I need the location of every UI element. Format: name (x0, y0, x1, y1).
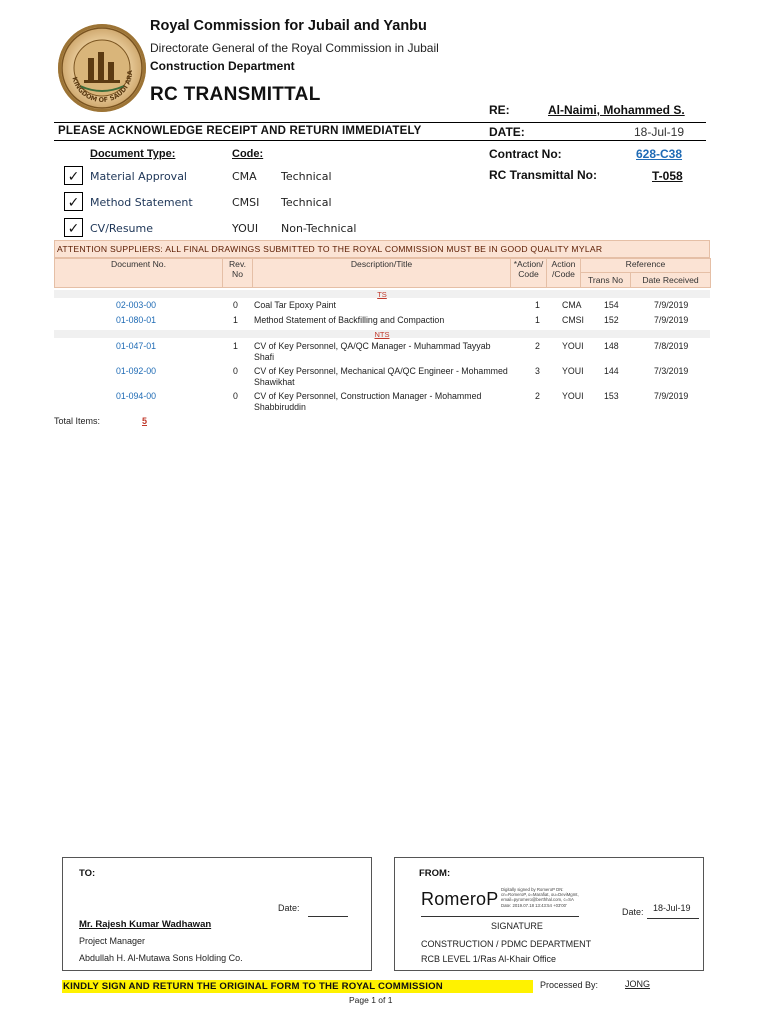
processed-by-label: Processed By: (540, 980, 599, 990)
processed-by-value: JONG (625, 979, 651, 989)
attention-banner: ATTENTION SUPPLIERS: ALL FINAL DRAWINGS SUBMITTED TO THE ROYAL COMMISSION MUST BE IN GOOD QUALITY MYLAR (54, 240, 710, 258)
rev-number: 1 (233, 341, 238, 351)
document-number-link[interactable]: 02-003-00 (115, 300, 157, 310)
document-number-link[interactable]: 01-094-00 (115, 391, 157, 401)
cv-resume-checkbox[interactable]: ✓ (64, 218, 83, 237)
document-number-link[interactable]: 01-092-00 (115, 366, 157, 376)
digital-signature-details: Digitally signed by RomeroP DN: cn=RomeroP, o=Marafiat, ou=DeviMgmt, email=pyromero@berthhal.com, c=SA Date: 2019.07.18 13:43:54 +03'00' (501, 887, 579, 908)
recipient-company: Abdullah H. Al-Mutawa Sons Holding Co. (79, 953, 243, 963)
action-code: 2 (535, 341, 540, 351)
document-number-link[interactable]: 01-080-01 (115, 315, 157, 325)
from-office: RCB LEVEL 1/Ras Al-Khair Office (421, 954, 557, 964)
page-number: Page 1 of 1 (349, 995, 393, 1005)
document-title: RC TRANSMITTAL (150, 84, 321, 105)
description: CV of Key Personnel, Construction Manager - Mohammed Shabbiruddin (254, 391, 482, 412)
trans-no: 148 (604, 341, 619, 351)
trans-no: 152 (604, 315, 619, 325)
rc-transmittal-label: RC Transmittal No: (489, 168, 598, 182)
rc-transmittal-number: T-058 (652, 169, 683, 183)
from-date-value: 18-Jul-19 (653, 903, 691, 913)
trans-no: 144 (604, 366, 619, 376)
col-header-description: Description/Title (253, 259, 511, 288)
doc-type-category: Non-Technical (281, 222, 357, 235)
doc-type-code: CMA (232, 170, 257, 183)
re-value: Al-Naimi, Mohammed S. (548, 103, 685, 117)
action-subcode: YOUI (562, 391, 584, 401)
group-label-ts: TS (54, 290, 710, 298)
logo-text: KINGDOM OF SAUDI ARA (70, 70, 135, 105)
col-header-reference: Reference (581, 259, 711, 273)
document-number-link[interactable]: 01-047-01 (115, 341, 157, 351)
action-subcode: CMA (562, 300, 582, 310)
document-type-header: Document Type: (90, 148, 176, 160)
date-received: 7/8/2019 (654, 341, 689, 351)
description: Method Statement of Backfilling and Compaction (254, 315, 445, 325)
from-box (394, 857, 704, 971)
to-date-label: Date: (278, 903, 300, 913)
to-date-line (308, 916, 348, 917)
department-name: Construction Department (150, 59, 295, 73)
material-approval-checkbox[interactable]: ✓ (64, 166, 83, 185)
rev-number: 0 (233, 300, 238, 310)
acknowledge-notice: PLEASE ACKNOWLEDGE RECEIPT AND RETURN IMMEDIATELY (58, 125, 422, 137)
action-code: 3 (535, 366, 540, 376)
trans-no: 153 (604, 391, 619, 401)
col-header-date-received: Date Received (631, 273, 711, 288)
rev-number: 1 (233, 315, 238, 325)
recipient-title: Project Manager (79, 936, 146, 946)
royal-commission-logo (58, 24, 146, 112)
from-date-label: Date: (622, 907, 644, 917)
date-received: 7/9/2019 (654, 300, 689, 310)
total-items-label: Total Items: (54, 416, 101, 426)
action-code: 1 (535, 315, 540, 325)
signature-line (421, 916, 579, 917)
org-title: Royal Commission for Jubail and Yanbu (150, 18, 427, 34)
signature-name: RomeroP (421, 889, 499, 909)
transmittal-table-header (54, 258, 711, 288)
sign-and-return-notice: KINDLY SIGN AND RETURN THE ORIGINAL FORM TO THE ROYAL COMMISSION (62, 980, 533, 993)
date-received: 7/9/2019 (654, 391, 689, 401)
total-items-value: 5 (142, 416, 148, 426)
code-header: Code: (232, 148, 264, 160)
from-label: FROM: (419, 868, 451, 879)
signature-label: SIGNATURE (491, 921, 543, 931)
from-date-line (647, 918, 699, 919)
doc-type-name: Method Statement (90, 196, 193, 209)
doc-type-code: CMSI (232, 196, 260, 209)
doc-type-code: YOUI (232, 222, 259, 235)
doc-type-name: Material Approval (90, 170, 187, 183)
action-subcode: YOUI (562, 366, 584, 376)
description: CV of Key Personnel, Mechanical QA/QC Engineer - Mohammed Shawikhat (254, 366, 508, 387)
contract-number-link[interactable]: 628-C38 (636, 147, 683, 161)
date-received: 7/3/2019 (654, 366, 689, 376)
to-box (62, 857, 372, 971)
method-statement-checkbox[interactable]: ✓ (64, 192, 83, 211)
doc-type-category: Technical (281, 196, 332, 209)
divider-bottom (54, 140, 706, 141)
col-header-trans-no: Trans No (581, 273, 631, 288)
col-header-document-no: Document No. (55, 259, 223, 288)
rev-number: 0 (233, 391, 238, 401)
description: CV of Key Personnel, QA/QC Manager - Muhammad Tayyab Shafi (254, 341, 491, 362)
org-subtitle: Directorate General of the Royal Commission in Jubail (150, 41, 439, 55)
col-header-rev: Rev. No (223, 259, 253, 288)
divider-top (54, 122, 706, 123)
action-code: 1 (535, 300, 540, 310)
date-value: 18-Jul-19 (633, 125, 684, 139)
action-subcode: CMSI (562, 315, 584, 325)
recipient-name: Mr. Rajesh Kumar Wadhawan (79, 919, 212, 930)
date-received: 7/9/2019 (654, 315, 689, 325)
doc-type-category: Technical (281, 170, 332, 183)
col-header-action-subcode: Action /Code (547, 259, 581, 288)
to-label: TO: (79, 868, 96, 879)
rev-number: 0 (233, 366, 238, 376)
re-label: RE: (489, 103, 510, 117)
date-label: DATE: (489, 125, 525, 139)
col-header-action-code: *Action/ Code (511, 259, 547, 288)
group-label-nts: NTS (54, 330, 710, 338)
action-subcode: YOUI (562, 341, 584, 351)
contract-label: Contract No: (489, 147, 562, 161)
doc-type-name: CV/Resume (90, 222, 154, 235)
action-code: 2 (535, 391, 540, 401)
description: Coal Tar Epoxy Paint (254, 300, 336, 310)
trans-no: 154 (604, 300, 619, 310)
from-department: CONSTRUCTION / PDMC DEPARTMENT (421, 939, 592, 949)
